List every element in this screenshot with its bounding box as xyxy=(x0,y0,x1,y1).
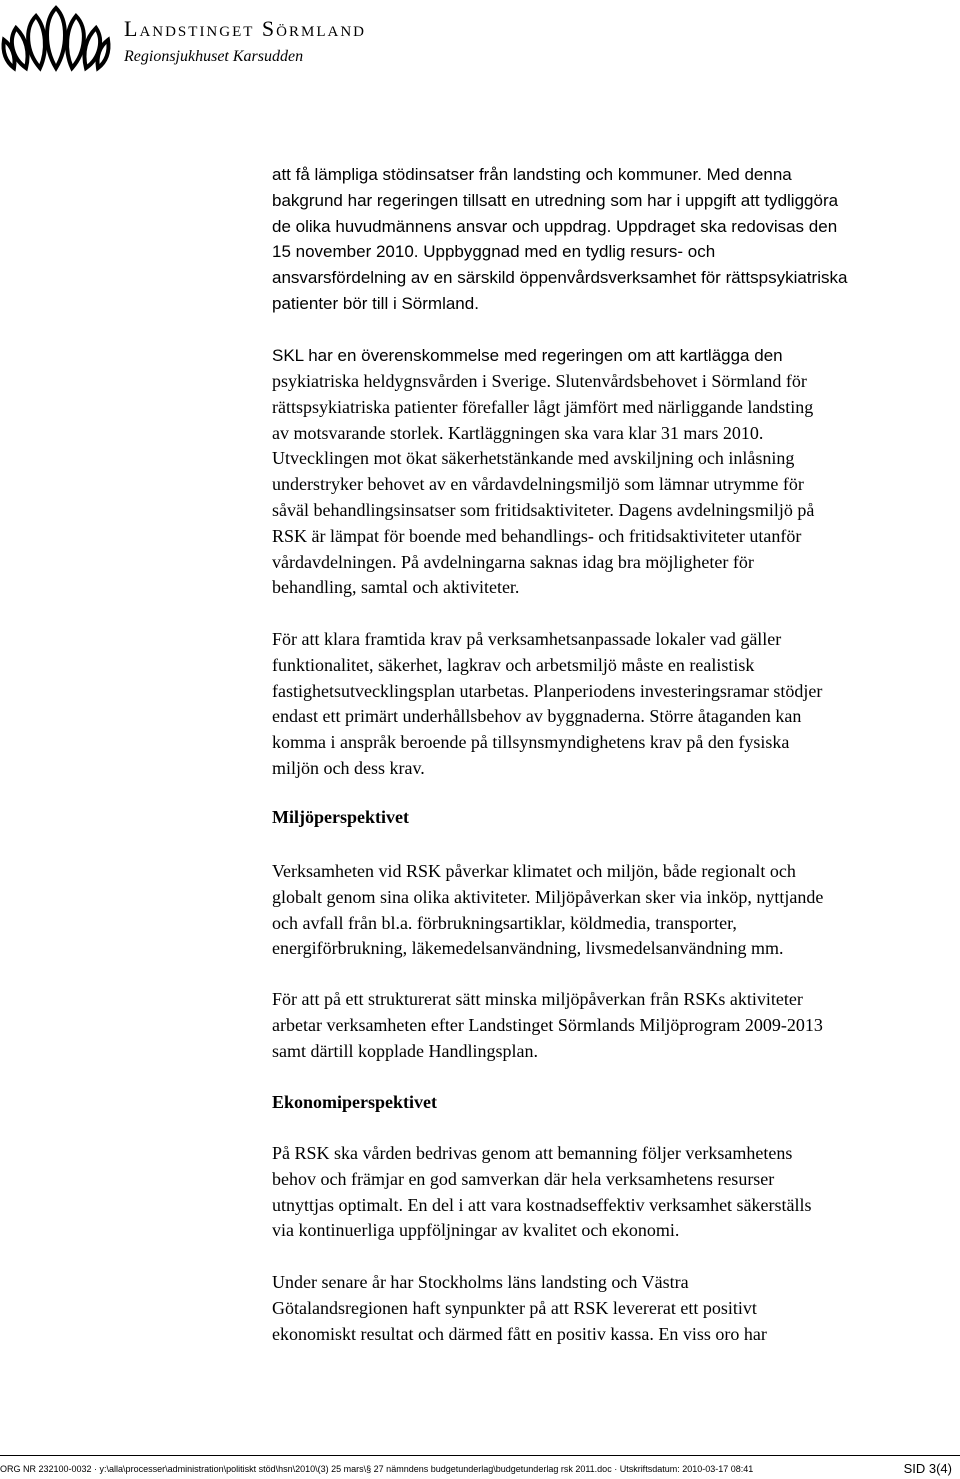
text-line: behandling, samtal och aktiviteter. xyxy=(272,577,520,598)
paragraph-1 xyxy=(272,162,960,317)
org-name: Landstinget Sörmland xyxy=(124,16,366,41)
footer-rule xyxy=(0,1455,960,1456)
text-line: och avfall från bl.a. förbrukningsartiklar, köldmedia, transporter, xyxy=(272,912,737,933)
paragraph-5 xyxy=(272,987,960,1064)
footer-info: ORG NR 232100-0032 · y:\alla\processer\administration\politiskt stöd\hsn\2010\(3) 25 mars\§ 27 nämndens budgetunderlag\budgetunderlag rsk 2011.doc · Utskriftsdatum: 2010-03-17 08:41 xyxy=(0,1464,754,1474)
heading-ekonomiperspektivet: Ekonomiperspektivet xyxy=(272,1092,438,1112)
text-line: psykiatriska heldygnsvården i Sverige. Slutenvårdsbehovet i Sörmland för xyxy=(272,371,807,391)
text-line: fastighetsutvecklingsplan utarbetas. Planperiodens investeringsramar stödjer xyxy=(272,680,823,701)
text-line: patienter bör till i Sörmland. xyxy=(272,293,479,313)
landstinget-logo xyxy=(0,0,112,72)
text-line: Götalandsregionen haft synpunkter på att RSK levererat ett positivt xyxy=(272,1297,757,1318)
text-line: understryker behovet av en vårdavdelningsmiljö som lämnar utrymme för xyxy=(272,474,804,495)
text-line: de olika huvudmännens ansvar och uppdrag. Uppdraget ska redovisas den xyxy=(272,216,838,236)
paragraph-2a xyxy=(272,343,960,369)
text-line: globalt genom sina olika aktiviteter. Miljöpåverkan sker via inköp, nyttjande xyxy=(272,886,824,907)
text-line: såväl behandlingsinsatser som fritidsaktiviteter. Dagens avdelningsmiljö på xyxy=(272,499,815,520)
text-line: utnyttjas optimalt. En del i att vara kostnadseffektiv verksamhet säkerställs xyxy=(272,1194,812,1215)
org-unit: Regionsjukhuset Karsudden xyxy=(124,48,304,65)
paragraph-7 xyxy=(272,1270,960,1347)
text-line: miljön och dess krav. xyxy=(272,757,425,778)
text-line: att få lämpliga stödinsatser från landsting och kommuner. Med denna xyxy=(272,165,792,184)
text-line: På RSK ska vården bedrivas genom att bemanning följer verksamhetens xyxy=(272,1143,793,1163)
text-line: Verksamheten vid RSK påverkar klimatet och miljön, både regionalt och xyxy=(272,861,796,881)
text-line: För att klara framtida krav på verksamhetsanpassade lokaler vad gäller xyxy=(272,629,782,649)
text-line: För att på ett strukturerat sätt minska miljöpåverkan från RSKs aktiviteter xyxy=(272,989,803,1009)
paragraph-6 xyxy=(272,1141,960,1244)
text-line: ekonomiskt resultat och därmed fått en positiv kassa. En viss oro har xyxy=(272,1323,767,1344)
text-line: vårdavdelningen. På avdelningarna saknas idag bra möjligheter för xyxy=(272,551,754,572)
text-line: 15 november 2010. Uppbyggnad med en tydlig resurs- och xyxy=(272,242,716,262)
text-line: samt därtill kopplade Handlingsplan. xyxy=(272,1040,538,1061)
text-line: endast ett primärt underhållsbehov av byggnaderna. Större åtaganden kan xyxy=(272,706,802,727)
text-line: ansvarsfördelning av en särskild öppenvårdsverksamhet för rättspsykiatriska xyxy=(272,268,848,288)
text-line: SKL har en överenskommelse med regeringen om att kartlägga den xyxy=(272,346,783,365)
text-line: behov och främjar en god samverkan där hela verksamhetens resurser xyxy=(272,1168,775,1189)
text-line: av motsvarande storlek. Kartläggningen ska vara klar 31 mars 2010. xyxy=(272,422,764,443)
text-line: Under senare år har Stockholms läns landsting och Västra xyxy=(272,1272,689,1292)
text-line: via kontinuerliga uppföljningar av kvalitet och ekonomi. xyxy=(272,1220,680,1241)
text-line: funktionalitet, säkerhet, lagkrav och arbetsmiljö måste en realistisk xyxy=(272,654,755,675)
text-line: komma i anspråk beroende på tillsynsmyndighetens krav på den fysiska xyxy=(272,732,790,753)
paragraph-4 xyxy=(272,859,960,962)
text-line: Utvecklingen mot ökat säkerhetstänkande med avskiljning och inlåsning xyxy=(272,448,795,469)
text-line: arbetar verksamheten efter Landstinget Sörmlands Miljöprogram 2009-2013 xyxy=(272,1014,823,1035)
paragraph-2b xyxy=(272,369,960,601)
heading-miljoperspektivet: Miljöperspektivet xyxy=(272,807,409,827)
text-line: rättspsykiatriska patienter förefaller lågt jämfört med närliggande landsting xyxy=(272,396,814,417)
text-line: bakgrund har regeringen tillsatt en utredning som har i uppgift att tydliggöra xyxy=(272,190,839,210)
text-line: RSK är lämpat för boende med behandlings- och fritidsaktiviteter utanför xyxy=(272,525,802,546)
paragraph-3 xyxy=(272,627,960,782)
page-number: SID 3(4) xyxy=(903,1461,952,1476)
text-line: energiförbrukning, läkemedelsanvändning, livsmedelsanvändning mm. xyxy=(272,938,784,959)
